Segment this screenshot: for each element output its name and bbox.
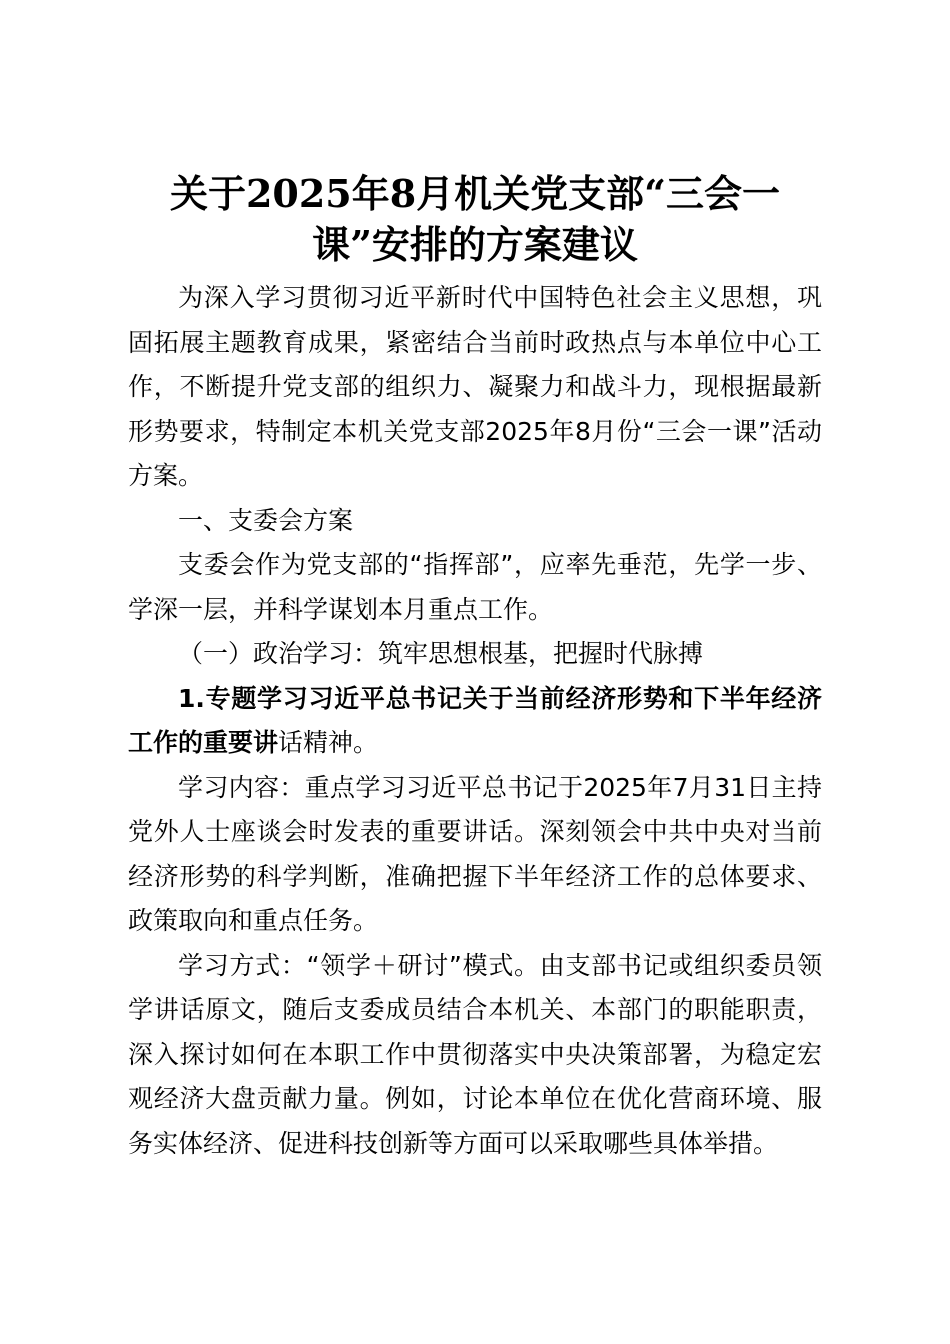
item-heading: [128, 677, 822, 766]
subsection-heading: （一）政治学习：筑牢思想根基，把握时代脉搏: [178, 639, 704, 668]
title-line-2: 课”安排的方案建议: [312, 222, 638, 267]
study-method-paragraph: 学习方式：“领学＋研讨”模式。由支部书记或组织委员领学讲话原文，随后支委成员结合本机关、本部门的职能职责，深入探讨如何在本职工作中贯彻落实中央决策部署，为稳定宏观经济大盘贡献力量。例如，讨论本单位在优化营商环境、服务实体经济、促进科技创新等方面可以采取哪些具体举措。: [128, 950, 822, 1158]
study-content-paragraph: 学习内容：重点学习习近平总书记于2025年7月31日主持党外人士座谈会时发表的重要讲话。深刻领会中共中央对当前经济形势的科学判断，准确把握下半年经济工作的总体要求、政策取向和重点任务。: [128, 772, 822, 935]
body-paragraph: 支委会作为党支部的“指挥部”，应率先垂范，先学一步、学深一层，并科学谋划本月重点工作。: [128, 550, 822, 624]
item-heading-tail: 话精神。: [278, 728, 379, 757]
section-heading: 一、支委会方案: [178, 505, 354, 535]
intro-paragraph: 为深入学习贯彻习近平新时代中国特色社会主义思想，巩固拓展主题教育成果，紧密结合当前时政热点与本单位中心工作，不断提升党支部的组织力、凝聚力和战斗力，现根据最新形势要求，特制定本机关党支部2025年8月份“三会一课”活动方案。: [128, 283, 822, 490]
title-line-1: 关于2025年8月机关党支部“三会一: [169, 171, 781, 216]
document-body: [128, 276, 822, 1166]
document-title: [118, 168, 832, 270]
item-heading-bold: 1.专题学习习近平总书记关于当前经济形势和下半年经济工作的重要讲: [128, 683, 822, 757]
